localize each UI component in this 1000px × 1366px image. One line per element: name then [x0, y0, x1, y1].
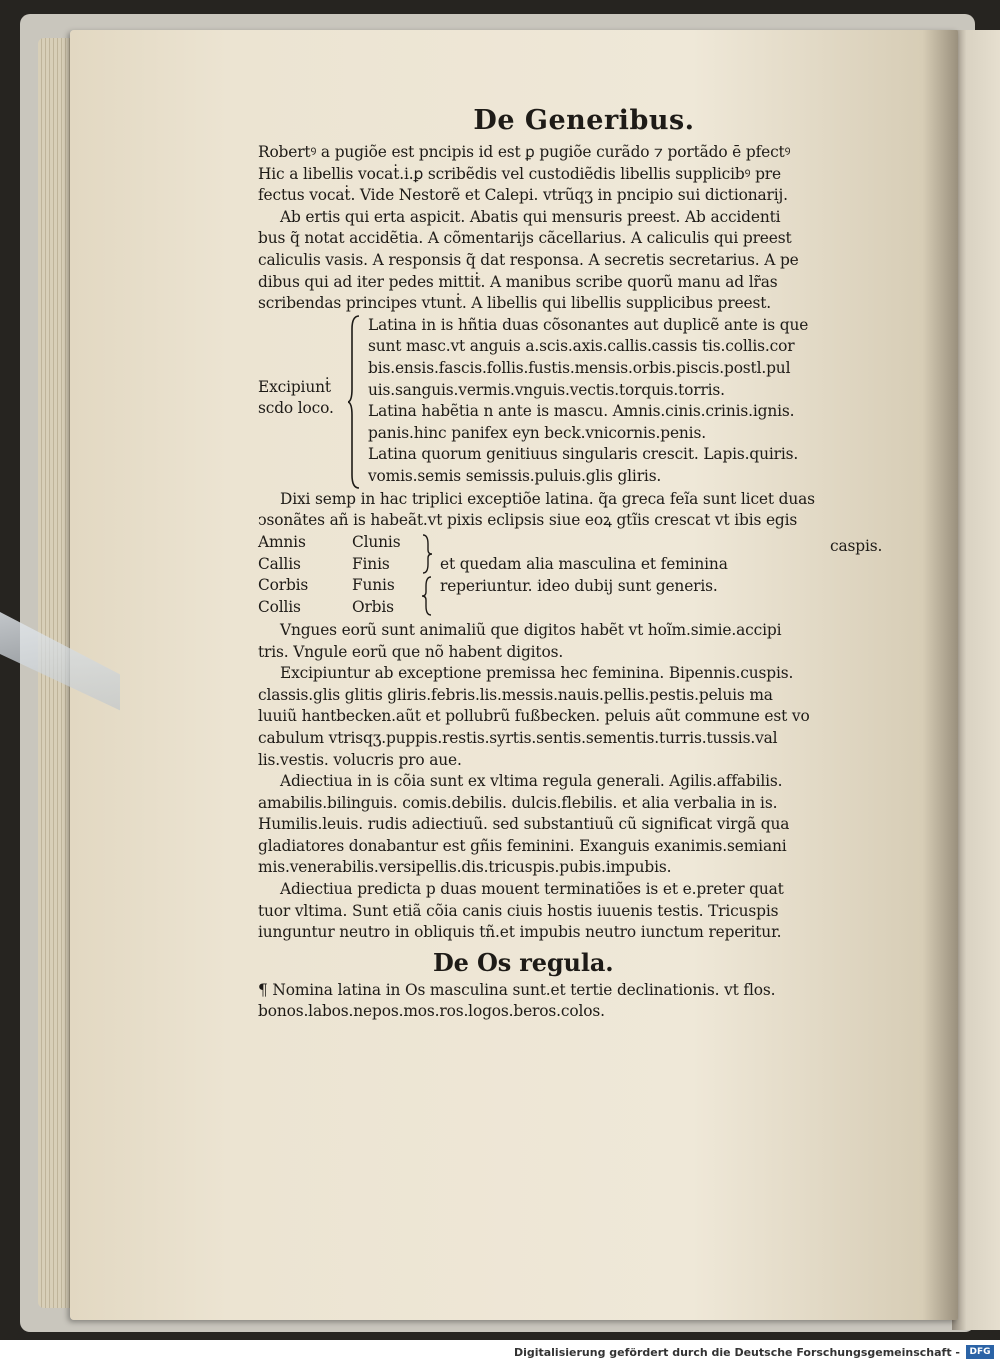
text-line: mis.venerabilis.versipellis.dis.tricuspis.pubis.impubis. [258, 858, 672, 877]
text-line: luuiũ hantbecken.aũt et pollubrũ fußbecken. peluis aũt commune est vo [258, 707, 810, 726]
margin-word: caspis. [830, 536, 883, 555]
text-line: Adiectiua in is cõia sunt ex vltima regula generali. Agilis.affabilis. [280, 772, 783, 791]
text-line: sunt masc.vt anguis a.scis.axis.callis.cassis tis.collis.cor [368, 337, 795, 356]
text-line: vomis.semis semissis.puluis.glis gliris. [368, 466, 662, 485]
word-list-annotation [440, 554, 728, 597]
exceptions-label-line: scdo loco. [258, 399, 334, 418]
page-title: De Generibus. [473, 105, 695, 136]
text-line: tris. Vngule eorũ que nõ habent digitos. [258, 642, 564, 661]
text-line: Vngues eorũ sunt animaliũ que digitos habẽt vt hoĩm.simie.accipi [280, 620, 782, 639]
text-line: lis.vestis. volucris pro aue. [258, 750, 462, 769]
text-line: Ab ertis qui erta aspicit. Abatis qui mensuris preest. Ab accidenti [280, 207, 781, 226]
dfg-logo: DFG [966, 1345, 994, 1359]
section-heading: De Os regula. [433, 947, 614, 977]
word: Corbis [258, 576, 309, 595]
word: Funis [352, 576, 395, 595]
text-line: fectus vocaṫ. Vide Nestorẽ et Calepi. vtrũqʒ in pncipio sui dictionarij. [258, 186, 788, 205]
text-line: Latina habẽtia n ante is mascu. Amnis.cinis.crinis.ignis. [368, 402, 795, 421]
brace-left [422, 576, 432, 616]
text-line: iunguntur neutro in obliquis tñ.et impubis neutro iunctum reperitur. [258, 923, 782, 942]
page-text [258, 104, 910, 1023]
text-line: Excipiuntur ab exceptione premissa hec feminina. Bipennis.cuspis. [280, 664, 794, 683]
word-column-2 [352, 532, 422, 618]
text-line: reperiuntur. ideo dubij sunt generis. [440, 576, 718, 595]
text-line: bonos.labos.nepos.mos.ros.logos.beros.colos. [258, 1002, 605, 1021]
text-line: caliculis vasis. A responsis q̃ dat responsa. A secretis secretarius. A pe [258, 250, 799, 269]
text-line: panis.hinc panifex eyn beck.vnicornis.penis. [368, 423, 706, 442]
brace-right [422, 534, 432, 574]
exceptions-lines [368, 315, 808, 488]
text-line: Dixi semp in hac triplici exceptiõe latina. q̃a greca feĩa sunt licet duas [280, 489, 815, 508]
paragraph-dixi [258, 489, 910, 532]
text-line: dibus qui ad iter pedes mittiṫ. A manibus scribe quorũ manu ad lr̃as [258, 272, 778, 291]
body-paragraphs [258, 620, 910, 944]
text-line: amabilis.bilinguis. comis.debilis. dulcis.flebilis. et alia verbalia in is. [258, 793, 778, 812]
word-column-1 [258, 532, 348, 618]
text-line: tuor vltima. Sunt etiã cõia canis ciuis hostis iuuenis testis. Tricuspis [258, 901, 779, 920]
word: Finis [352, 554, 390, 573]
text-line: Latina in is hñtia duas cõsonantes aut duplicẽ ante is que [368, 315, 809, 334]
text-line: scribendas principes vtunṫ. A libellis qui libellis supplicibus preest. [258, 294, 772, 313]
closing-paragraph [258, 980, 910, 1023]
word: Clunis [352, 532, 401, 551]
word: Callis [258, 554, 301, 573]
exceptions-block [258, 315, 910, 489]
text-line: uis.sanguis.vermis.vnguis.vectis.torquis.torris. [368, 380, 725, 399]
text-line: Latina quorum genitiuus singularis crescit. Lapis.quiris. [368, 445, 799, 464]
text-line: classis.glis glitis gliris.febris.lis.messis.nauis.pellis.pestis.peluis ma [258, 685, 773, 704]
text-line: ↄsonãtes añ is habeãt.vt pixis eclipsis siue eoꝝ gtĩis crescat vt ibis egis [258, 511, 798, 530]
curly-brace [348, 315, 360, 489]
footer-bar [0, 1340, 1000, 1366]
text-line: ¶ Nomina latina in Os masculina sunt.et tertie declinationis. vt flos. [258, 980, 776, 999]
word: Collis [258, 597, 301, 616]
text-line: Humilis.leuis. rudis adiectiuũ. sed substantiuũ cũ significat virgã qua [258, 815, 790, 834]
exceptions-label-line: Excipiunṫ [258, 377, 331, 396]
text-line: bus q̃ notat accidẽtia. A cõmentarijs cãcellarius. A caliculis qui preest [258, 229, 792, 248]
word: Amnis [258, 532, 306, 551]
text-line: Robertꝰ a pugiõe est pncipis id est ꝑ pugiõe curãdo ⁊ portãdo ē pfectꝰ [258, 143, 791, 161]
text-line: Adiectiua predicta p duas mouent terminatiões is et e.preter quat [280, 880, 784, 899]
word: Orbis [352, 597, 394, 616]
facing-page-edge [952, 30, 1000, 1330]
exceptions-label [258, 377, 354, 420]
text-line: cabulum vtrisqʒ.puppis.restis.syrtis.sentis.sementis.turris.tussis.val [258, 728, 778, 747]
word-list [258, 532, 910, 620]
text-line: bis.ensis.fascis.follis.fustis.mensis.orbis.piscis.postl.pul [368, 358, 791, 377]
intro-paragraph [258, 142, 910, 207]
footer-credit: Digitalisierung gefördert durch die Deutsche Forschungsgemeinschaft - [513, 1346, 960, 1359]
text-line: gladiatores donabantur est gñis feminini. Exanguis exanimis.semiani [258, 836, 787, 855]
text-line: Hic a libellis vocaṫ.i.ꝑ scribẽdis vel custodiẽdis libellis supplicibꝰ pre [258, 164, 781, 183]
paragraph-ab [258, 207, 910, 315]
text-line: et quedam alia masculina et feminina [440, 554, 728, 573]
